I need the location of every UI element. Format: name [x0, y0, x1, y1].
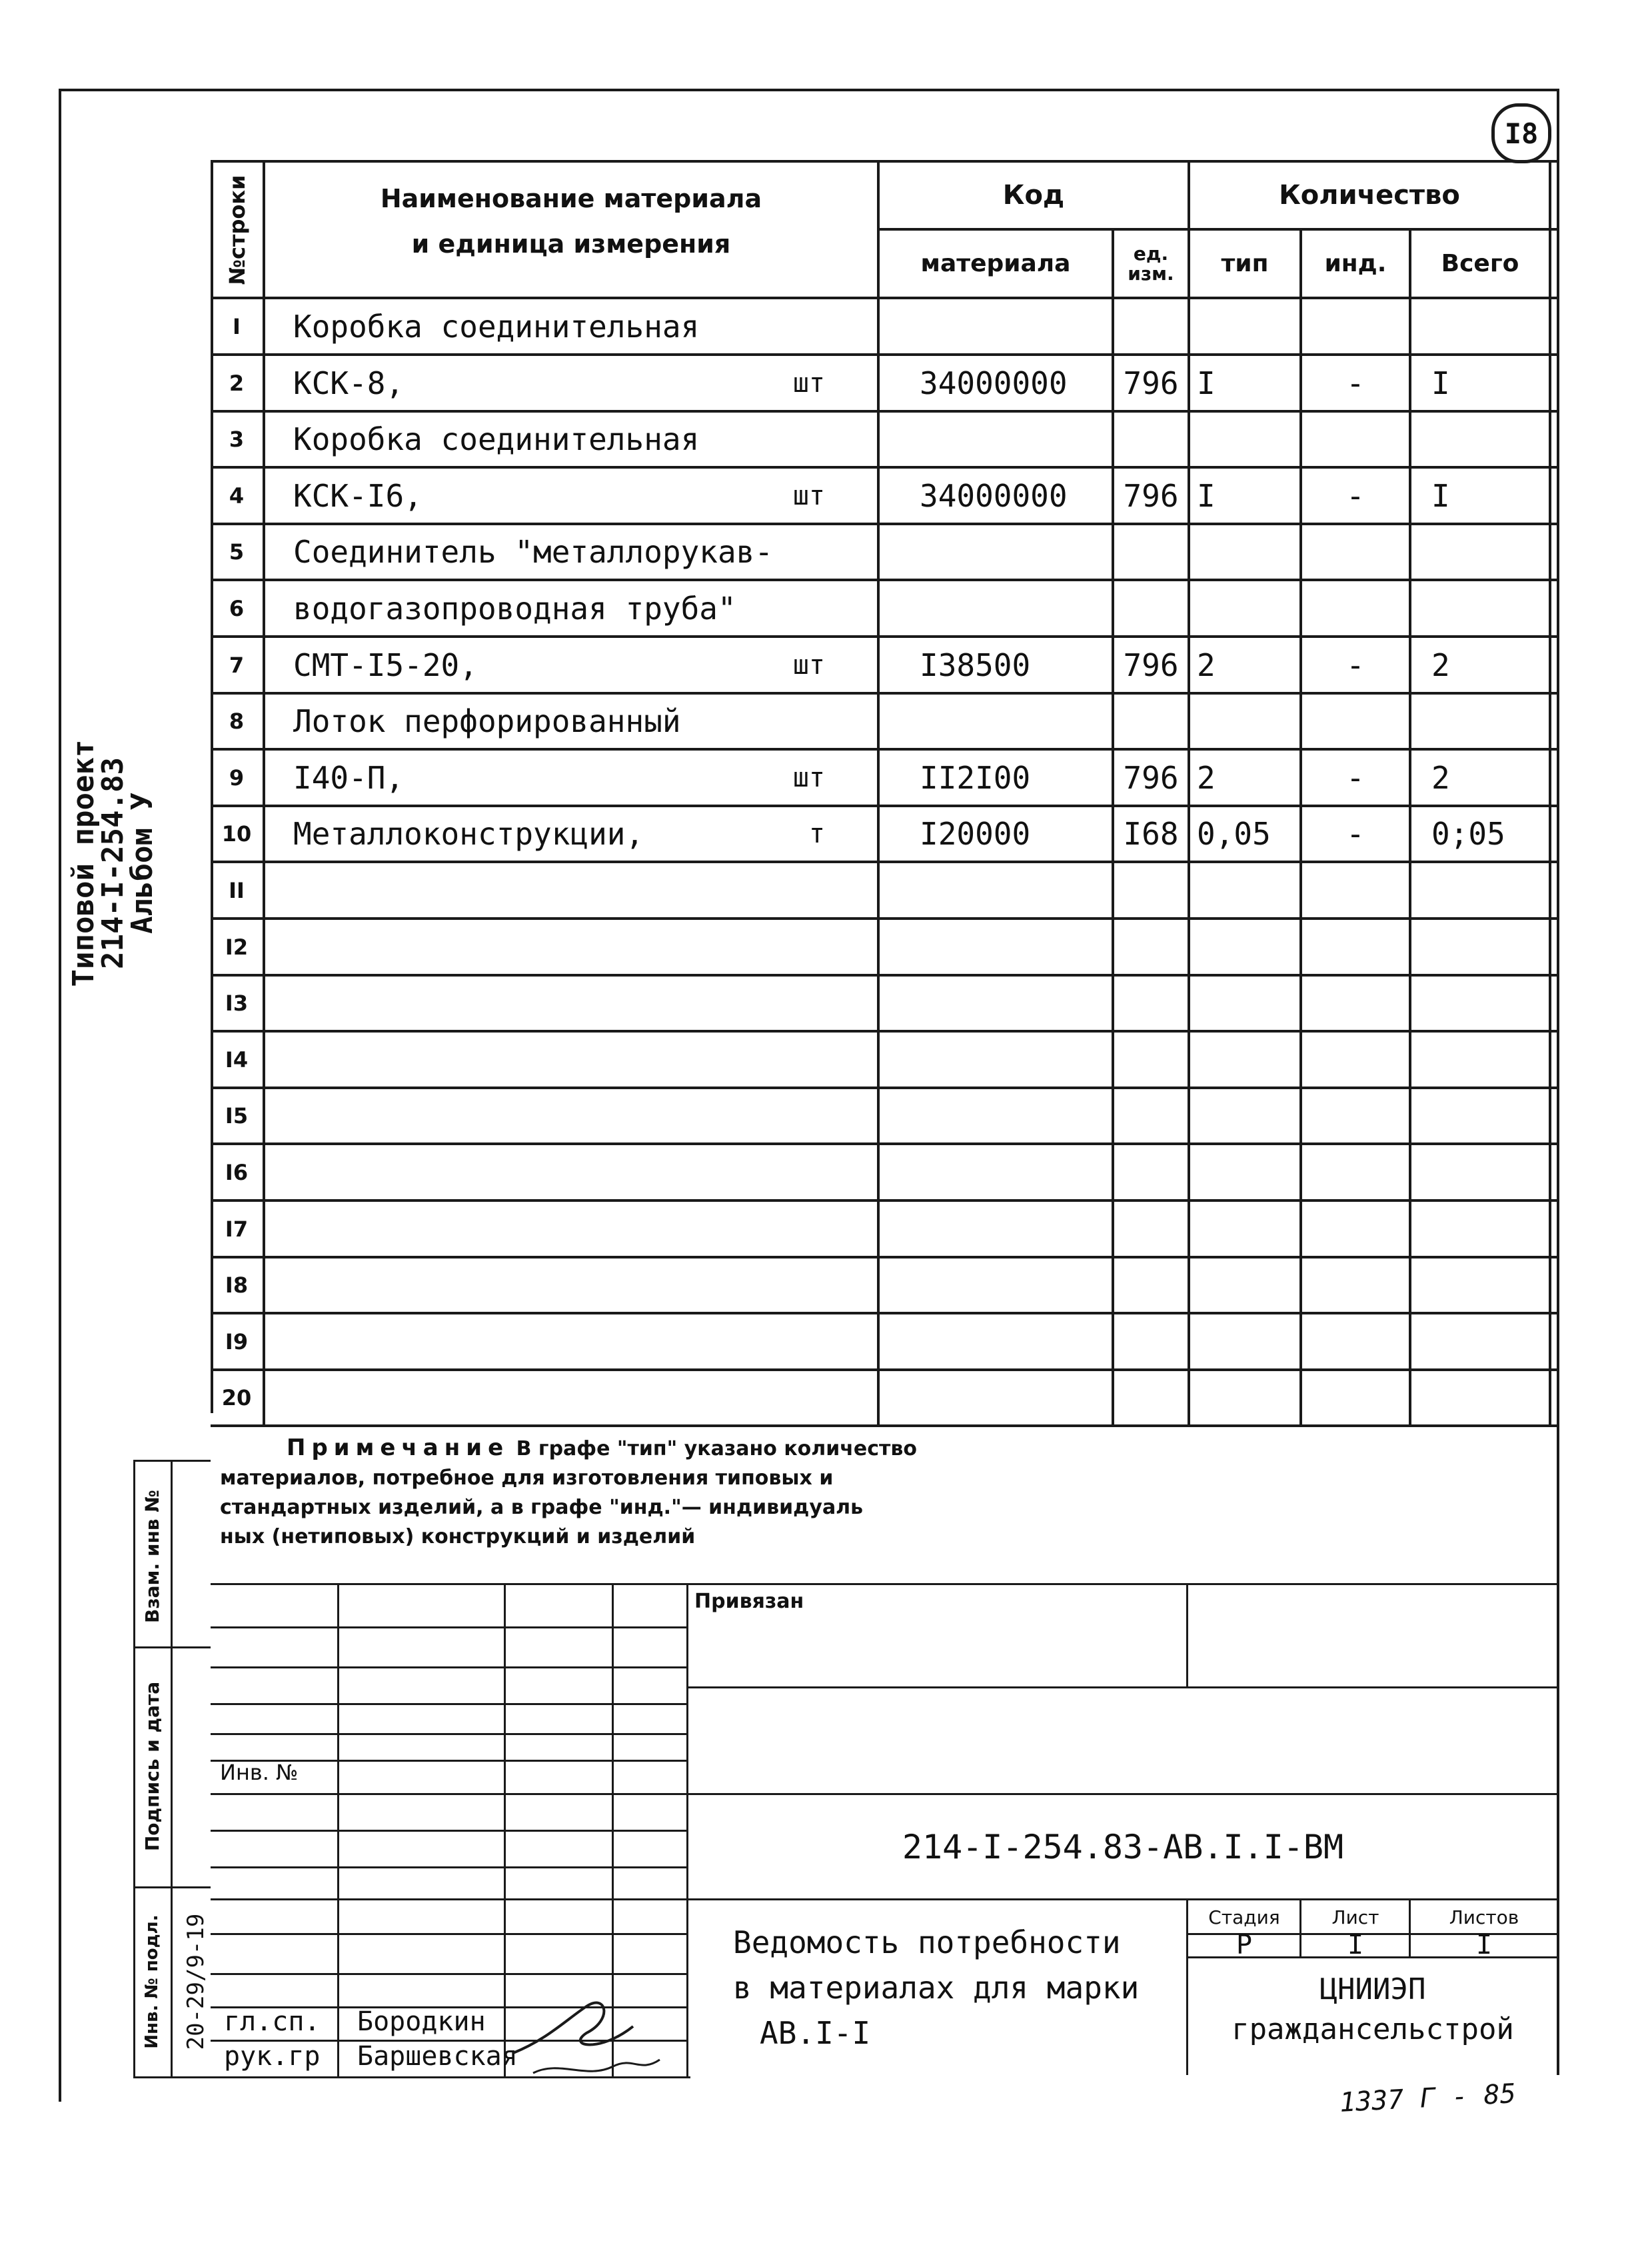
cell-t: [1190, 581, 1299, 635]
sig-grid-line: [211, 1898, 686, 1900]
cell-t: [1190, 1370, 1299, 1424]
note-label: Примечание: [287, 1434, 510, 1461]
header-code-material: [880, 231, 1112, 297]
cell-i: -: [1346, 477, 1365, 514]
footer-mark: [1339, 2078, 1517, 2118]
cell-code: [880, 863, 1112, 917]
cell-unit: [773, 525, 873, 579]
signature-scribble: [506, 1993, 666, 2086]
cell-all: 2: [1431, 759, 1450, 796]
side-stamp-h2: [133, 1886, 211, 1888]
tb-stage: [1189, 1929, 1299, 1960]
cell-unit: [773, 581, 873, 635]
tb-sheet: [1302, 1929, 1409, 1960]
header-row-no-label: №строки: [225, 175, 250, 285]
header-code-label: Код: [1002, 180, 1065, 211]
cell-name: КСК-I6,: [293, 477, 422, 514]
cell-unit: шт: [792, 649, 825, 681]
cell-t: 0,05: [1197, 815, 1271, 852]
cell-no: I8: [225, 1272, 249, 1298]
tb-sheets: [1411, 1929, 1557, 1960]
cell-no: I: [233, 313, 241, 339]
cell-unit: [773, 920, 873, 974]
side-podpis: [135, 1666, 169, 1866]
cell-i: -: [1346, 759, 1365, 796]
tb-role2-label: рук.гр: [224, 2041, 321, 2072]
header-quantity-label: Количество: [1279, 180, 1460, 211]
cell-code: [880, 1258, 1112, 1312]
cell-no: 6: [229, 595, 245, 621]
cell-ucode: 796: [1123, 647, 1179, 683]
cell-all: [1411, 1370, 1549, 1424]
tb-name2: [357, 2041, 518, 2072]
project-caption-line1: Типовой проект: [67, 739, 101, 987]
tb-doc-code: [689, 1796, 1557, 1898]
cell-all: [1411, 1314, 1549, 1368]
cell-no: 10: [221, 821, 252, 847]
tb-sheets-value: I: [1475, 1929, 1493, 1960]
side-inv-podl-label: Инв. № подл.: [142, 1914, 162, 2049]
cell-no: I9: [225, 1328, 249, 1354]
cell-all: [1411, 581, 1549, 635]
tb-name2-label: Баршевская: [357, 2041, 518, 2072]
cell-unit: шт: [792, 480, 825, 511]
cell-ucode: [1114, 1089, 1188, 1142]
header-row-no: [221, 163, 254, 297]
tb-org-line1: ЦНИИЭП: [1319, 1972, 1426, 2006]
cell-no: I3: [225, 990, 249, 1016]
cell-t: [1190, 694, 1299, 748]
tb-name1: [357, 2006, 486, 2037]
header-qty-total-label: Всего: [1441, 250, 1519, 277]
header-qty-ind: [1302, 231, 1409, 297]
cell-name: I40-П,: [293, 759, 405, 796]
cell-code: [880, 1202, 1112, 1256]
cell-t: 2: [1197, 647, 1216, 683]
cell-no: I4: [225, 1047, 249, 1073]
tb-org-line2: граждансельстрой: [1232, 2012, 1514, 2046]
tb-sheet-label: [1302, 1901, 1409, 1933]
note-line1: [220, 1433, 1153, 1464]
cell-all: [1411, 694, 1549, 748]
cell-no: 3: [229, 426, 245, 452]
header-qty-type-label: тип: [1221, 250, 1269, 277]
cell-no: II: [229, 877, 245, 903]
cell-code: [880, 920, 1112, 974]
cell-all: [1411, 1033, 1549, 1087]
tb-sheet-value: I: [1347, 1929, 1364, 1960]
cell-t: [1190, 920, 1299, 974]
sig-line-v2: [504, 1583, 506, 2076]
tb-line-v1: [686, 1583, 688, 2076]
tb-stage-label-text: Стадия: [1208, 1906, 1280, 1928]
side-inv-number: [179, 1895, 213, 2068]
cell-unit: [773, 1033, 873, 1087]
cell-all: [1411, 1145, 1549, 1199]
side-stamp-h1: [133, 1646, 211, 1648]
cell-t: [1190, 1033, 1299, 1087]
cell-ucode: [1114, 1145, 1188, 1199]
note-line2: материалов, потребное для изготовления типовых и: [220, 1466, 834, 1490]
cell-ucode: [1114, 976, 1188, 1030]
cell-no: 8: [229, 708, 245, 734]
cell-t: [1190, 863, 1299, 917]
tb-sheets-label: [1411, 1901, 1557, 1933]
side-vzam-inv: [135, 1470, 169, 1643]
tb-stage-value: Р: [1236, 1929, 1253, 1960]
cell-name: Коробка соединительная: [293, 308, 700, 345]
tb-privyazan-label: Привязан: [694, 1590, 804, 1613]
cell-ucode: 796: [1123, 477, 1179, 514]
sig-grid-line: [211, 1583, 686, 1585]
sig-grid-line: [211, 1666, 686, 1668]
note-block: [220, 1433, 1153, 1552]
cell-unit: [773, 1370, 873, 1424]
cell-no: 9: [229, 765, 245, 791]
tb-title-line1: Ведомость потребности: [733, 1924, 1121, 1960]
cell-no: I7: [225, 1216, 249, 1242]
header-code-unit-label: ед. изм.: [1128, 242, 1174, 285]
project-caption: [37, 663, 190, 1063]
footer-mark-text: 1337 Г - 85: [1338, 2078, 1517, 2118]
cell-t: [1190, 1202, 1299, 1256]
cell-ucode: [1114, 1314, 1188, 1368]
cell-all: 0;05: [1431, 815, 1505, 852]
frame-left: [59, 89, 61, 2102]
cell-unit: [773, 1089, 873, 1142]
header-name-line2: [265, 224, 877, 264]
cell-i: [1302, 1370, 1409, 1424]
tb-title-line2: в материалах для марки: [733, 1970, 1140, 2006]
side-stamp-top: [133, 1460, 211, 1462]
cell-all: [1411, 1258, 1549, 1312]
cell-all: [1411, 863, 1549, 917]
frame-right: [1557, 89, 1559, 2075]
tb-line-h1: [686, 1686, 1557, 1688]
sig-grid-line: [211, 1973, 686, 1975]
cell-t: [1190, 1089, 1299, 1142]
cell-code: [880, 1033, 1112, 1087]
cell-i: [1302, 1258, 1409, 1312]
cell-ucode: [1114, 920, 1188, 974]
note-line3: стандартных изделий, а в графе "инд."— индивидуаль: [220, 1496, 864, 1519]
cell-code: [880, 1370, 1112, 1424]
project-caption-line2: 214-I-254.83: [96, 757, 130, 969]
cell-all: I: [1431, 477, 1450, 514]
cell-unit: [773, 1145, 873, 1199]
cell-t: I: [1197, 477, 1216, 514]
tb-title-line3: АВ.I-I: [760, 2015, 871, 2051]
cell-ucode: 796: [1123, 759, 1179, 796]
header-qty-total: [1411, 231, 1549, 297]
tb-inv-no-label: Инв. №: [220, 1760, 299, 1785]
tb-line-v2: [1186, 1583, 1188, 1686]
sig-grid-line: [211, 1703, 686, 1705]
cell-all: [1411, 920, 1549, 974]
cell-code: [880, 299, 1112, 353]
tb-privyazan: [694, 1590, 804, 1613]
cell-t: [1190, 1314, 1299, 1368]
sig-grid-line: [211, 1626, 686, 1628]
cell-code: II2I00: [920, 759, 1031, 796]
sig-grid-line: [211, 1830, 686, 1832]
cell-all: [1411, 976, 1549, 1030]
tb-org: [1189, 1970, 1557, 2050]
side-stamp-mid: [171, 1460, 173, 2076]
cell-code: [880, 1145, 1112, 1199]
cell-unit: [773, 299, 873, 353]
cell-name: Соединитель "металлорукав-: [293, 533, 774, 570]
header-code-unit: [1114, 231, 1188, 297]
cell-no: 7: [229, 652, 245, 678]
header-code-material-label: материала: [920, 250, 1071, 277]
cell-i: [1302, 694, 1409, 748]
cell-t: [1190, 976, 1299, 1030]
cell-i: [1302, 920, 1409, 974]
cell-i: [1302, 863, 1409, 917]
cell-ucode: [1114, 863, 1188, 917]
sig-grid-line: [211, 1933, 686, 1935]
cell-code: [880, 976, 1112, 1030]
cell-code: [880, 1314, 1112, 1368]
cell-i: [1302, 1033, 1409, 1087]
col-line-7: [1549, 160, 1551, 1426]
cell-code: I20000: [920, 815, 1031, 852]
cell-ucode: [1114, 412, 1188, 466]
cell-all: [1411, 1089, 1549, 1142]
cell-i: [1302, 525, 1409, 579]
tb-line-v3: [1186, 1898, 1188, 2075]
tb-title: [733, 1920, 1139, 2056]
cell-ucode: [1114, 1202, 1188, 1256]
cell-code: 34000000: [920, 365, 1068, 401]
cell-no: 2: [229, 370, 245, 396]
cell-unit: [773, 1258, 873, 1312]
tb-line-h2: [686, 1793, 1557, 1795]
cell-all: [1411, 412, 1549, 466]
frame-top: [60, 89, 1559, 91]
cell-name: Металлоконструкции,: [293, 815, 644, 852]
project-caption-line3: Альбом У: [125, 793, 159, 934]
cell-no: I6: [225, 1159, 249, 1185]
sig-grid-line: [211, 1733, 686, 1735]
cell-no: I2: [225, 934, 249, 960]
cell-i: [1302, 1202, 1409, 1256]
sig-grid-line: [211, 1866, 686, 1868]
tb-sheets-label-text: Листов: [1449, 1906, 1519, 1928]
tb-line-h3: [686, 1898, 1557, 1900]
cell-all: [1411, 299, 1549, 353]
cell-name: Лоток перфорированный: [293, 703, 681, 739]
sig-grid-line: [211, 1793, 686, 1795]
cell-ucode: [1114, 694, 1188, 748]
cell-no: 20: [221, 1384, 252, 1410]
cell-ucode: 796: [1123, 365, 1179, 401]
tb-stage-label: [1189, 1901, 1299, 1933]
tb-inv-no: [220, 1760, 298, 1785]
row-line: [211, 1424, 1557, 1427]
side-inv-number-label: 20-29/9-19: [183, 1913, 209, 2050]
cell-t: 2: [1197, 759, 1216, 796]
cell-code: [880, 694, 1112, 748]
cell-unit: шт: [792, 367, 825, 399]
cell-all: I: [1431, 365, 1450, 401]
sig-line-v1: [337, 1583, 339, 2076]
cell-unit: шт: [792, 762, 825, 793]
note-line1-text: В графе "тип" указано количество: [516, 1437, 917, 1460]
cell-t: [1190, 525, 1299, 579]
cell-i: [1302, 412, 1409, 466]
cell-ucode: [1114, 1370, 1188, 1424]
cell-ucode: [1114, 581, 1188, 635]
cell-code: [880, 525, 1112, 579]
cell-code: [880, 412, 1112, 466]
cell-name: водогазопроводная труба": [293, 590, 736, 627]
note-line4: ных (нетиповых) конструкций и изделий: [220, 1525, 696, 1548]
cell-all: [1411, 1202, 1549, 1256]
cell-t: [1190, 412, 1299, 466]
cell-i: [1302, 581, 1409, 635]
cell-name: КСК-8,: [293, 365, 405, 401]
cell-t: [1190, 299, 1299, 353]
cell-unit: [773, 1314, 873, 1368]
cell-all: [1411, 525, 1549, 579]
sheet-number: I8: [1504, 117, 1539, 150]
sheet-number-badge: [1491, 103, 1551, 163]
cell-i: [1302, 1145, 1409, 1199]
tb-role1-label: гл.сп.: [224, 2006, 321, 2037]
cell-ucode: [1114, 1033, 1188, 1087]
tb-role1: [224, 2006, 321, 2037]
cell-ucode: [1114, 1258, 1188, 1312]
cell-i: [1302, 299, 1409, 353]
cell-unit: [773, 1202, 873, 1256]
header-name-line1: [265, 179, 877, 219]
cell-no: I5: [225, 1103, 249, 1128]
cell-unit: т: [808, 818, 825, 849]
cell-code: I38500: [920, 647, 1031, 683]
cell-unit: [773, 412, 873, 466]
header-quantity: [1190, 163, 1549, 228]
side-vzam-inv-label: Взам. инв №: [141, 1490, 163, 1623]
cell-no: 5: [229, 539, 245, 565]
cell-unit: [773, 863, 873, 917]
cell-t: I: [1197, 365, 1216, 401]
header-name-line1-label: Наименование материала: [380, 184, 762, 213]
cell-i: -: [1346, 815, 1365, 852]
tb-line-v4: [1299, 1898, 1301, 1956]
cell-i: -: [1346, 365, 1365, 401]
cell-unit: [773, 694, 873, 748]
cell-ucode: [1114, 525, 1188, 579]
cell-code: 34000000: [920, 477, 1068, 514]
cell-code: [880, 1089, 1112, 1142]
cell-t: [1190, 1145, 1299, 1199]
header-qty-type: [1190, 231, 1299, 297]
side-podpis-label: Подпись и дата: [141, 1681, 163, 1852]
cell-t: [1190, 1258, 1299, 1312]
header-qty-ind-label: инд.: [1324, 250, 1387, 277]
cell-name: Коробка соединительная: [293, 421, 700, 457]
cell-ucode: I68: [1123, 815, 1179, 852]
side-inv-podl: [135, 1895, 169, 2068]
cell-all: 2: [1431, 647, 1450, 683]
cell-code: [880, 581, 1112, 635]
tb-name1-label: Бородкин: [357, 2006, 486, 2037]
tb-doc-code-label: 214-I-254.83-АВ.I.I-ВМ: [902, 1828, 1344, 1866]
header-name-line2-label: и единица измерения: [411, 229, 731, 259]
cell-name: СМТ-I5-20,: [293, 647, 478, 683]
cell-i: [1302, 976, 1409, 1030]
header-code: [880, 163, 1188, 228]
cell-ucode: [1114, 299, 1188, 353]
cell-i: -: [1346, 647, 1365, 683]
cell-unit: [773, 976, 873, 1030]
tb-role2: [224, 2041, 321, 2072]
tb-sheet-label-text: Лист: [1331, 1906, 1379, 1928]
cell-i: [1302, 1089, 1409, 1142]
tb-line-v5: [1409, 1898, 1411, 1956]
cell-no: 4: [229, 483, 245, 509]
cell-i: [1302, 1314, 1409, 1368]
